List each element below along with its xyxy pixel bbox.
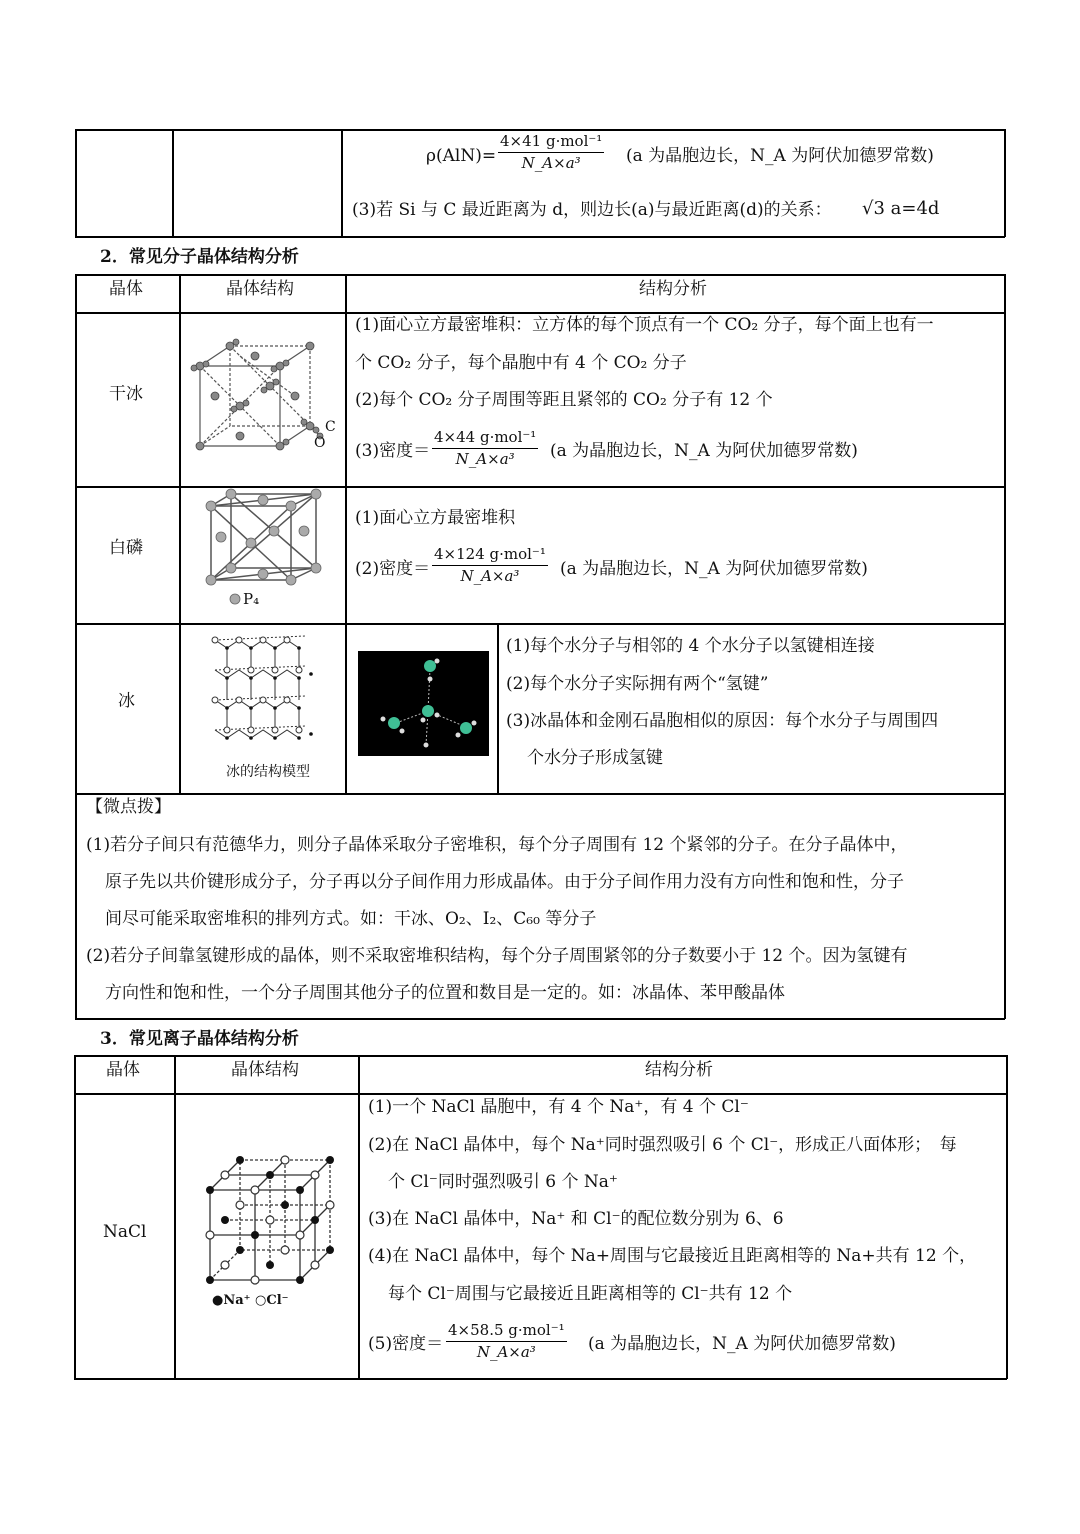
p4-legend-label: P₄ [243,590,260,608]
nacl-legend: ●Na⁺ ○Cl⁻ [212,1293,289,1308]
dry-ice-name: 干冰 [109,384,143,404]
header-analysis: 结构分析 [639,279,707,299]
section3-title: 3．常见离子晶体结构分析 [100,1029,299,1049]
fraction-numerator: 4×44 g·mol⁻¹ [432,430,538,449]
water-molecule-3d-image [358,651,489,756]
white-p-structure-image [196,488,331,590]
dry-ice-density-fraction [432,430,538,467]
header-crystal: 晶体 [109,279,143,299]
nacl-density-note: (a 为晶胞边长，N_A 为阿伏加德罗常数) [588,1334,896,1354]
nacl-structure-image [200,1150,340,1290]
ice-structure-model-image [205,628,325,756]
nacl-line-5: (4)在 NaCl 晶体中，每个 Na+周围与它最接近且距离相等的 Na+共有 12 个， [368,1246,977,1266]
ice-line-4: 个水分子形成氢键 [527,748,663,768]
tip-p1-line-2: 原子先以共价键形成分子，分子再以分子间作用力形成晶体。由于分子间作用力没有方向性和饱和性，分子 [105,872,904,892]
white-p-density-note: (a 为晶胞边长，N_A 为阿伏加德罗常数) [560,559,868,579]
ice-model-caption: 冰的结构模型 [226,764,310,780]
nacl-density-fraction [446,1323,567,1360]
nacl-name: NaCl [103,1222,147,1242]
section2-title: 2．常见分子晶体结构分析 [100,247,299,267]
tip-title: 【微点拨】 [86,797,171,817]
aln-density-prefix: ρ(AlN)= [426,146,497,166]
fraction-denominator: N_A×a³ [460,567,520,585]
fraction-denominator: N_A×a³ [521,154,581,172]
header-structure: 晶体结构 [226,279,294,299]
fraction-denominator: N_A×a³ [476,1343,536,1361]
fraction-denominator: N_A×a³ [455,450,515,468]
nacl-line-4: (3)在 NaCl 晶体中，Na⁺ 和 Cl⁻的配位数分别为 6、6 [368,1209,784,1229]
nacl-line-3: 个 Cl⁻同时强烈吸引 6 个 Na⁺ [388,1172,618,1192]
nacl-line-1: (1)一个 NaCl 晶胞中，有 4 个 Na⁺，有 4 个 Cl⁻ [368,1097,749,1117]
dry-ice-density-prefix: (3)密度＝ [355,441,431,461]
aln-density-fraction [498,134,604,171]
fraction-numerator: 4×41 g·mol⁻¹ [498,134,604,153]
dry-ice-line-1: (1)面心立方最密堆积：立方体的每个顶点有一个 CO₂ 分子，每个面上也有一 [355,315,934,335]
carbon-label: C [325,419,336,435]
ice-line-3: (3)冰晶体和金刚石晶胞相似的原因：每个水分子与周围四 [506,711,939,731]
dry-ice-line-3: (2)每个 CO₂ 分子周围等距且紧邻的 CO₂ 分子有 12 个 [355,390,773,410]
header-structure: 晶体结构 [231,1060,299,1080]
white-p-density-fraction [432,547,548,584]
sic-relation-formula: √3 a=4d [862,198,940,219]
tip-p1-line-1: (1)若分子间只有范德华力，则分子晶体采取分子密堆积，每个分子周围有 12 个紧邻的分子。在分子晶体中， [86,835,908,855]
dry-ice-line-2: 个 CO₂ 分子，每个晶胞中有 4 个 CO₂ 分子 [355,353,687,373]
ice-name: 冰 [118,691,135,711]
tip-p2-line-2: 方向性和饱和性，一个分子周围其他分子的位置和数目是一定的。如：冰晶体、苯甲酸晶体 [105,983,785,1003]
header-analysis: 结构分析 [645,1060,713,1080]
header-crystal: 晶体 [106,1060,140,1080]
nacl-line-6: 每个 Cl⁻周围与它最接近且距离相等的 Cl⁻共有 12 个 [388,1284,793,1304]
ice-line-1: (1)每个水分子与相邻的 4 个水分子以氢键相连接 [506,636,875,656]
nacl-density-prefix: (5)密度＝ [368,1334,444,1354]
fraction-numerator: 4×58.5 g·mol⁻¹ [446,1323,567,1342]
oxygen-label: O [314,435,326,451]
tip-p2-line-1: (2)若分子间靠氢键形成的晶体，则不采取密堆积结构，每个分子周围紧邻的分子数要小于 12 个。因为氢键有 [86,946,908,966]
white-p-line-1: (1)面心立方最密堆积 [355,508,516,528]
fraction-numerator: 4×124 g·mol⁻¹ [432,547,548,566]
aln-density-note: (a 为晶胞边长，N_A 为阿伏加德罗常数) [626,146,934,166]
nacl-line-2: (2)在 NaCl 晶体中，每个 Na⁺同时强烈吸引 6 个 Cl⁻，形成正八面体形； 每 [368,1135,957,1155]
dry-ice-density-note: (a 为晶胞边长，N_A 为阿伏加德罗常数) [550,441,858,461]
p4-legend-icon [229,593,241,605]
sic-relation-text: (3)若 Si 与 C 最近距离为 d，则边长(a)与最近距离(d)的关系： [352,200,832,220]
tip-p1-line-3: 间尽可能采取密堆积的排列方式。如：干冰、O₂、I₂、C₆₀ 等分子 [105,909,597,929]
white-p-name: 白磷 [109,538,143,558]
white-p-density-prefix: (2)密度＝ [355,559,431,579]
ice-line-2: (2)每个水分子实际拥有两个“氢键” [506,674,769,694]
